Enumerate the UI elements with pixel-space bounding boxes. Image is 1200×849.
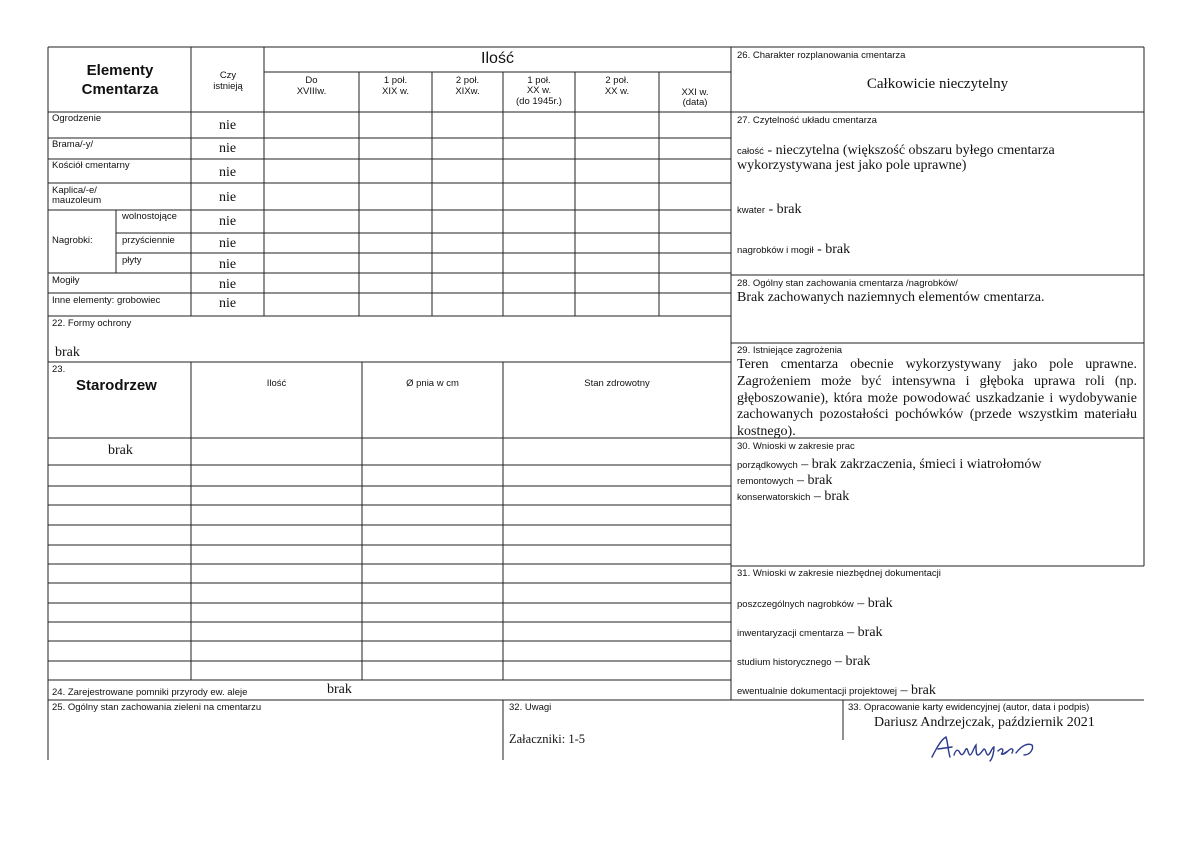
s26-label: 26. Charakter rozplanowania cmentarza [737, 50, 906, 61]
s27-nagrobkow-label: nagrobków i mogił [737, 245, 814, 256]
row-label-mogily: Mogiły [52, 275, 80, 286]
s31-item-inwentaryzacji [737, 624, 883, 641]
elements-title-1: Elementy [86, 62, 154, 79]
s30-kons-label: konserwatorskich [737, 492, 811, 503]
row-value-mogily: nie [219, 277, 237, 292]
s30-porz-label: porządkowych [737, 460, 798, 471]
s27-calosc-label: całość [737, 146, 764, 157]
ilosc-header: Ilość [481, 50, 514, 67]
s29-value: Teren cmentarza obecnie wykorzystywany jako pole uprawne. Zagrożeniem może być intensywna i głęboka uprawa roli (np. głęboszowanie), która może powodować uszkadzanie i wydobywanie zachowanych pozostałości pochówków (przede wszystkim materiału kostnego). [737, 357, 1137, 440]
col-header-xx-2: 2 poł. XX w. [604, 75, 630, 97]
s24-value: brak [327, 682, 352, 697]
row-label-przyscienne: przyściennie [122, 235, 175, 246]
s31-item-label: studium historycznego [737, 657, 832, 668]
s22-value: brak [55, 345, 80, 360]
s23-value: brak [108, 443, 133, 458]
s31-item-value: – brak [853, 596, 893, 611]
row-value-brama: nie [219, 141, 237, 156]
col-header-xxi: XXI w. (data) [681, 87, 709, 109]
s33-label: 33. Opracowanie karty ewidencyjnej (autor, data i podpis) [848, 702, 1090, 713]
s30-rem-value: – brak [793, 473, 833, 488]
s31-item-value: – brak [897, 683, 936, 698]
row-label-kaplica: Kaplica/-e/ mauzoleum [52, 185, 102, 206]
s27-calosc-value: - nieczytelna (większość obszaru byłego cmentarza [763, 143, 1055, 158]
s23-number: 23. [52, 364, 66, 375]
s23-title: Starodrzew [76, 377, 157, 394]
s31-item-value: – brak [831, 654, 871, 669]
row-value-ogrodzenie: nie [219, 118, 237, 133]
s30-kons-value: – brak [810, 489, 850, 504]
s32-value: Załaczniki: 1-5 [509, 732, 586, 746]
s27-label: 27. Czytelność układu cmentarza [737, 115, 877, 126]
nagrobki-label: Nagrobki: [52, 235, 93, 246]
row-value-kaplica: nie [219, 190, 237, 205]
s30-rem-label: remontowych [737, 476, 794, 487]
s28-value: Brak zachowanych naziemnych elementów cmentarza. [737, 290, 1045, 305]
s31-item-label: inwentaryzacji cmentarza [737, 628, 844, 639]
s28-label: 28. Ogólny stan zachowania cmentarza /nagrobków/ [737, 278, 958, 289]
row-value-wolnostojace: nie [219, 214, 237, 229]
row-value-przyscienne: nie [219, 236, 237, 251]
s23-col-diameter: Ø pnia w cm [406, 378, 459, 389]
col-header-xviii: Do XVIIIw. [296, 75, 327, 97]
s27-calosc-value-2: wykorzystywana jest jako pole uprawne) [737, 158, 967, 173]
row-label-wolnostojace: wolnostojące [122, 211, 177, 222]
s31-item-nagrobkow [737, 595, 893, 612]
row-label-plyty: płyty [122, 255, 142, 266]
s27-kwater-label: kwater [737, 205, 765, 216]
col-header-xix-2: 2 poł. XIXw. [455, 75, 480, 97]
row-label-ogrodzenie: Ogrodzenie [52, 113, 102, 124]
s24-label: 24. Zarejestrowane pomniki przyrody ew. aleje [52, 687, 248, 698]
s32-label: 32. Uwagi [509, 702, 552, 713]
s27-nagrobkow [737, 241, 850, 258]
s31-item-projektowej [737, 682, 936, 699]
s27-kwater [737, 201, 802, 218]
row-value-plyty: nie [219, 257, 237, 272]
s30-remontowych [737, 472, 832, 489]
s30-konserwatorskich [737, 488, 849, 505]
s26-value: Całkowicie nieczytelny [866, 76, 1009, 92]
s31-item-studium [737, 653, 870, 670]
s23-col-ilosc: Ilość [266, 378, 287, 389]
s30-label: 30. Wnioski w zakresie prac [737, 441, 855, 452]
col-header-xix-1: 1 poł. XIX w. [382, 75, 409, 97]
s27-calosc [737, 142, 1055, 159]
s27-nagrobkow-value: - brak [813, 242, 851, 257]
czy-istnieja-header: Czy istnieją [213, 70, 243, 93]
s33-value: Dariusz Andrzejczak, październik 2021 [874, 715, 1095, 730]
s27-kwater-value: - brak [764, 202, 802, 217]
s31-label: 31. Wnioski w zakresie niezbędnej dokumentacji [737, 568, 941, 579]
s25-label: 25. Ogólny stan zachowania zieleni na cmentarzu [52, 702, 262, 713]
s31-item-label: poszczególnych nagrobków [737, 599, 854, 610]
s23-col-stan: Stan zdrowotny [584, 378, 650, 389]
row-value-kosciol: nie [219, 165, 237, 180]
s31-item-label: ewentualnie dokumentacji projektowej [737, 686, 898, 697]
col-header-xx-1: 1 poł. XX w. (do 1945r.) [516, 75, 562, 107]
s29-label: 29. Istniejące zagrożenia [737, 345, 843, 356]
row-label-inne: Inne elementy: grobowiec [52, 295, 161, 306]
s31-item-value: – brak [843, 625, 883, 640]
row-label-brama: Brama/-y/ [52, 139, 94, 150]
row-value-inne: nie [219, 296, 237, 311]
s30-porzadkowych [737, 456, 1041, 473]
signature-mark [928, 733, 1058, 763]
s22-label: 22. Formy ochrony [52, 318, 132, 329]
row-label-kosciol: Kościół cmentarny [52, 160, 130, 171]
s30-porz-value: – brak zakrzaczenia, śmieci i wiatrołomów [797, 457, 1042, 472]
elements-title-2: Cmentarza [81, 81, 159, 98]
